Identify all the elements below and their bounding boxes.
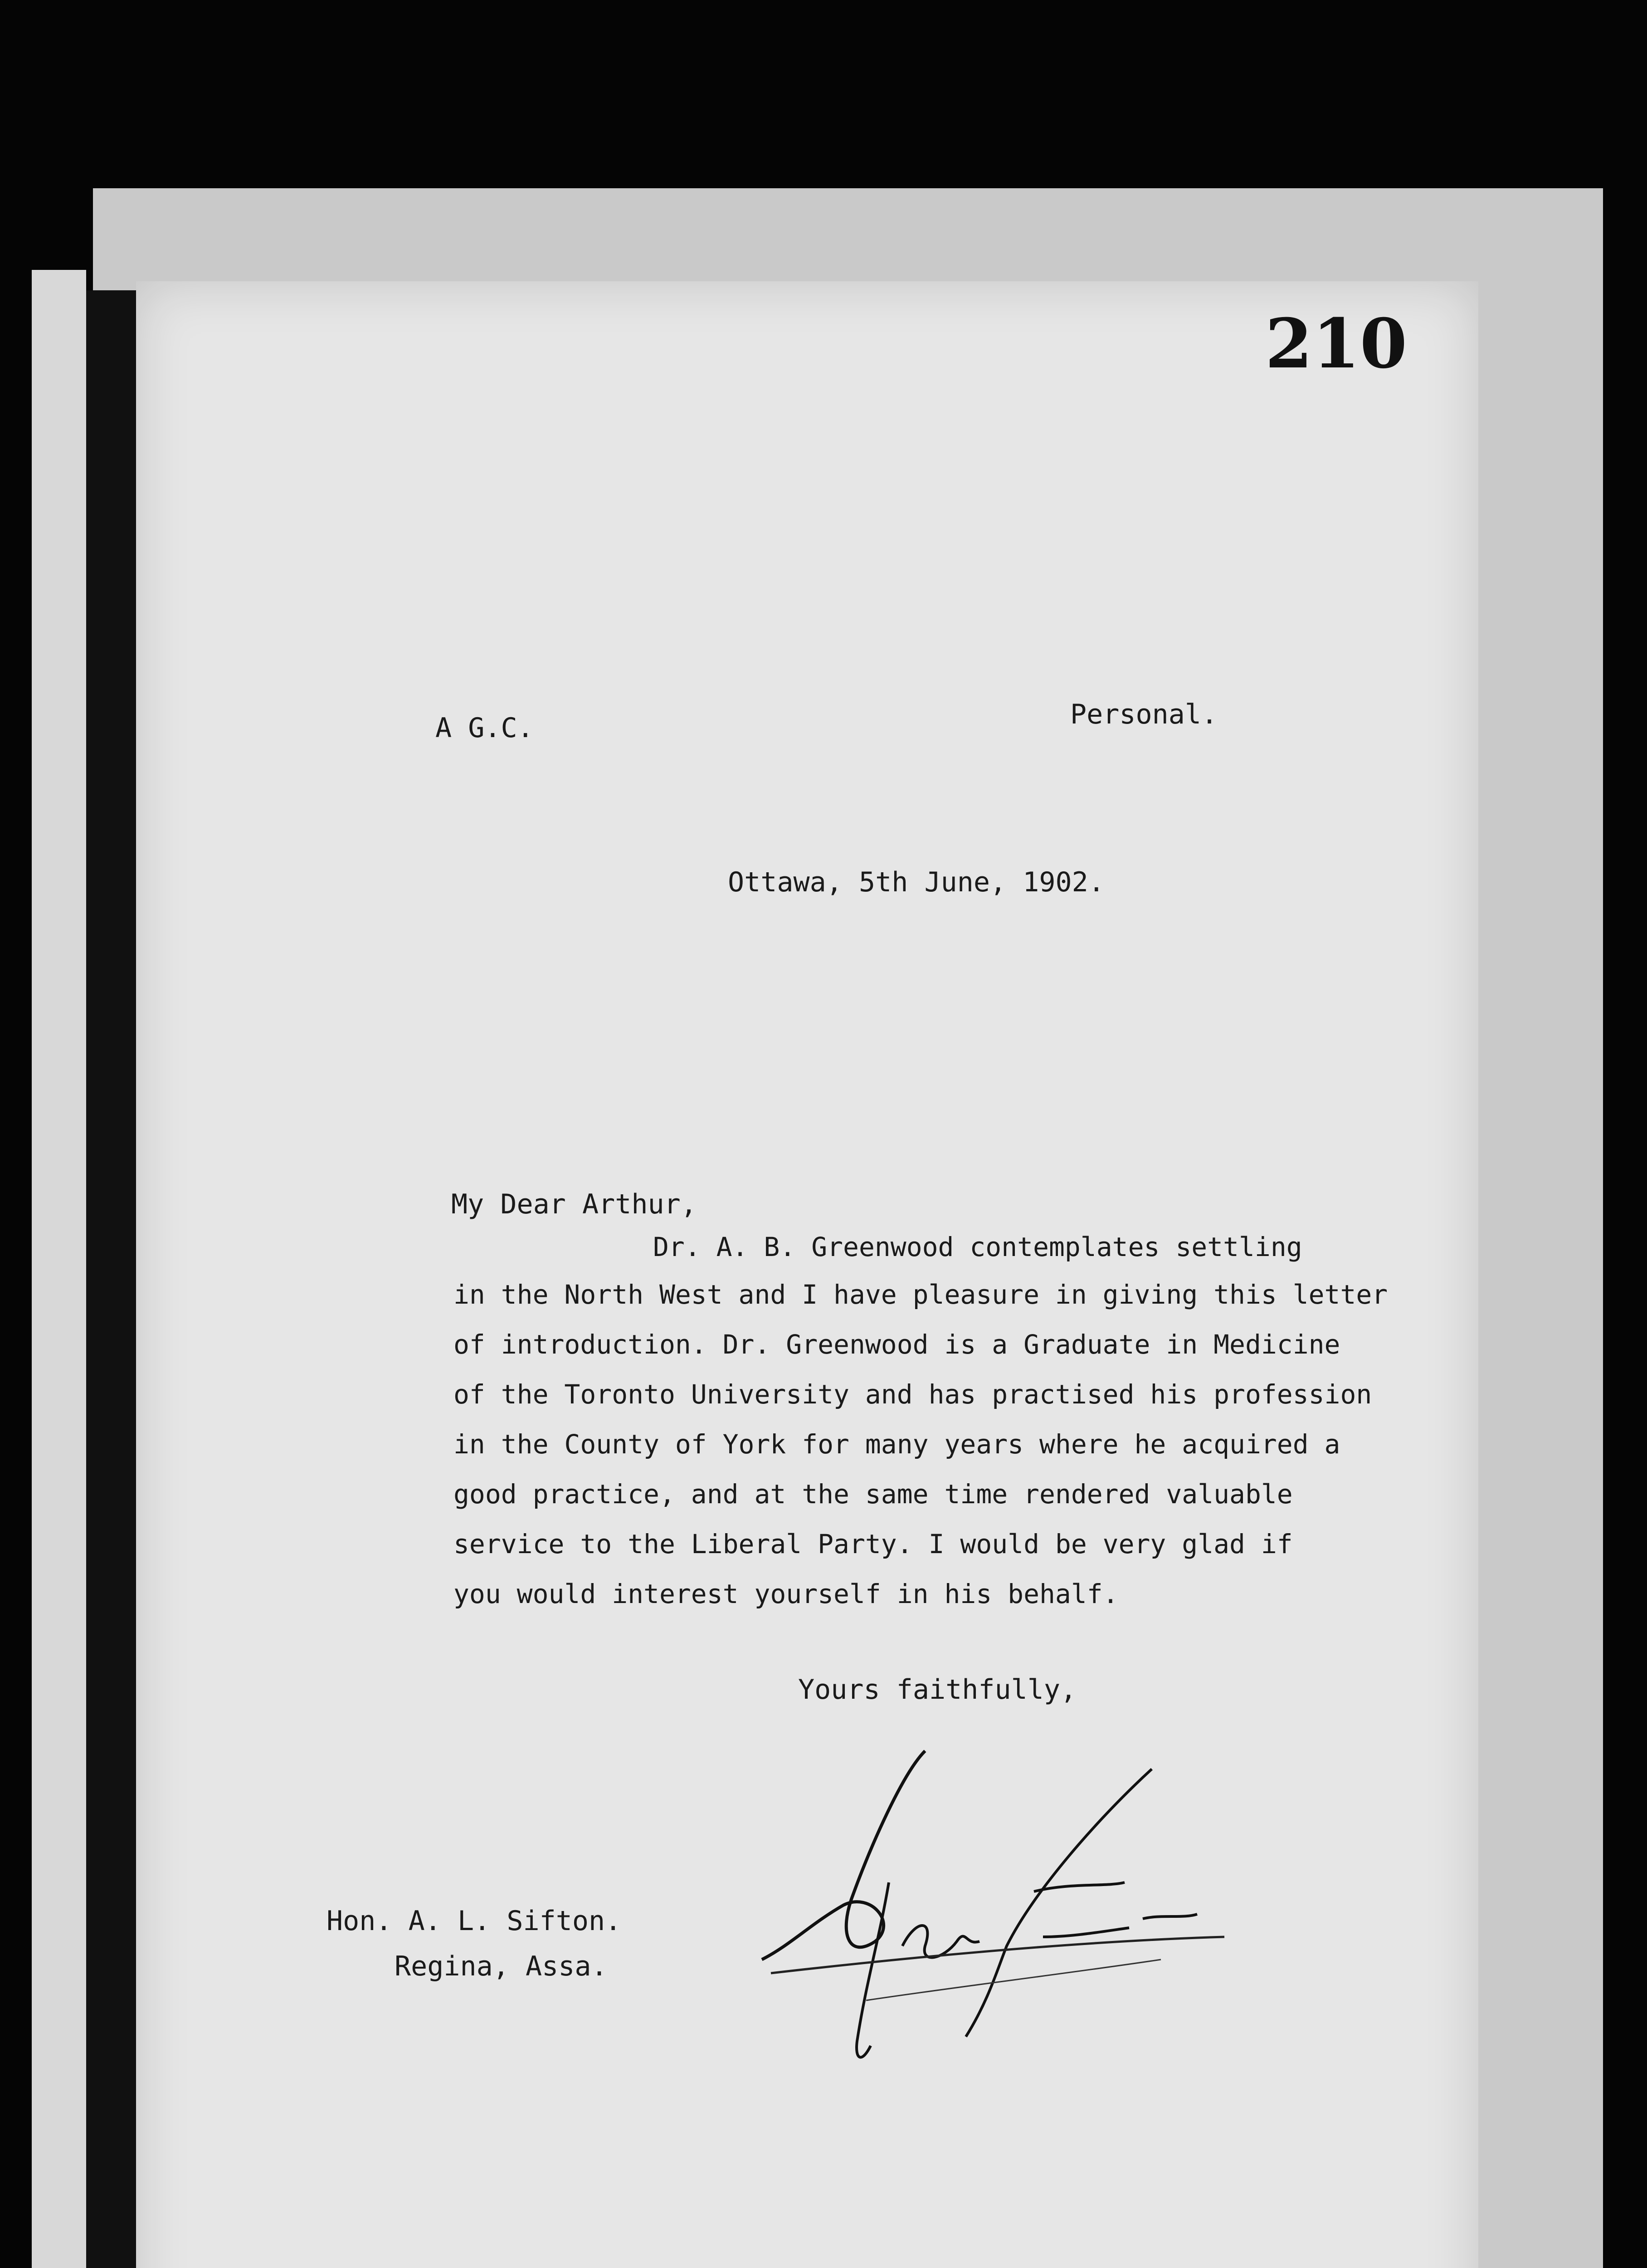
body-line: in the North West and I have pleasure in giving this letter bbox=[453, 1279, 1388, 1310]
body-line: service to the Liberal Party. I would be very glad if bbox=[453, 1529, 1293, 1559]
closing: Yours faithfully, bbox=[798, 1674, 1077, 1706]
salutation: My Dear Arthur, bbox=[451, 1188, 697, 1220]
body-line: in the County of York for many years where he acquired a bbox=[453, 1429, 1340, 1460]
recipient-place: Regina, Assa. bbox=[395, 1950, 608, 1982]
body-line: of introduction. Dr. Greenwood is a Graduate in Medicine bbox=[453, 1329, 1340, 1360]
body-line: of the Toronto University and has practised his profession bbox=[453, 1379, 1372, 1410]
body-line: Dr. A. B. Greenwood contemplates settling bbox=[653, 1232, 1302, 1262]
classification-label: Personal. bbox=[1070, 699, 1218, 730]
dateline: Ottawa, 5th June, 1902. bbox=[728, 866, 1105, 898]
body-line: good practice, and at the same time rendered valuable bbox=[453, 1479, 1293, 1510]
signature-image bbox=[753, 1746, 1229, 2100]
body-line: you would interest yourself in his behalf. bbox=[453, 1579, 1119, 1609]
initials: A G.C. bbox=[435, 712, 534, 744]
left-edge-strip bbox=[32, 270, 86, 2268]
page-number: 210 bbox=[1265, 304, 1408, 384]
recipient-name: Hon. A. L. Sifton. bbox=[326, 1905, 622, 1937]
